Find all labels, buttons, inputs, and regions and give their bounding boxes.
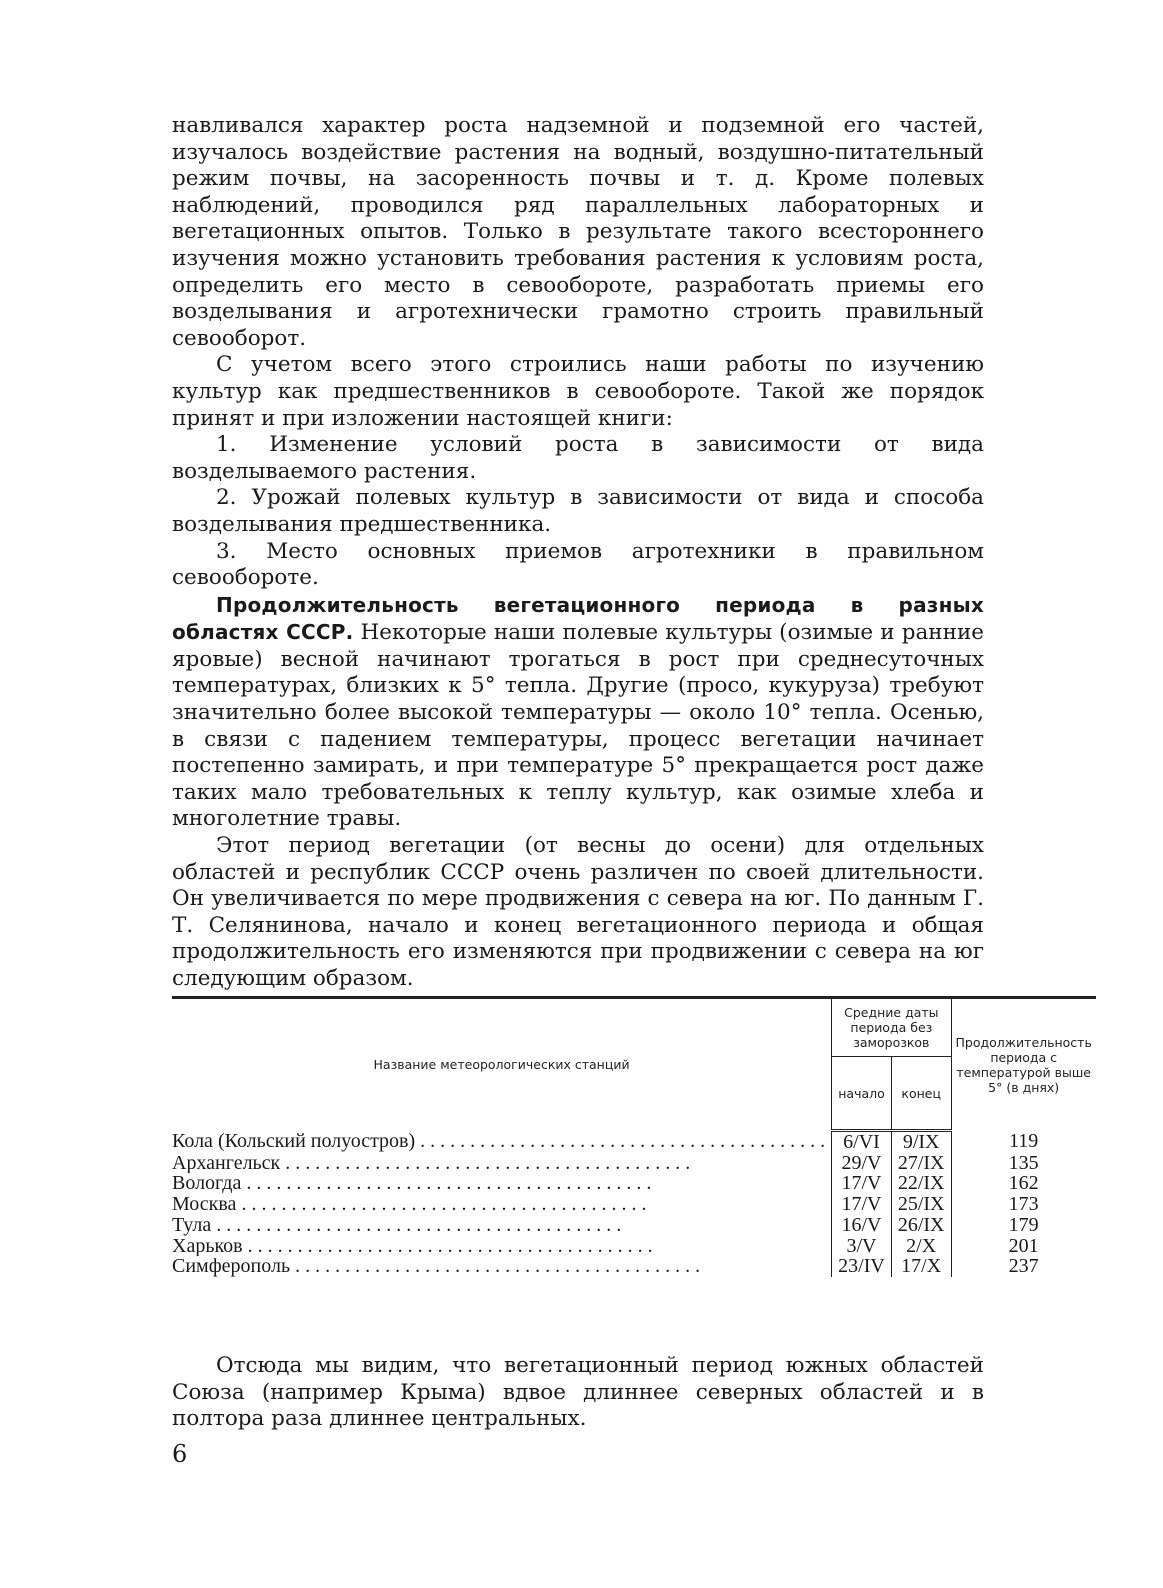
body-text-top: [172, 113, 984, 993]
station-name: Тула: [172, 1214, 212, 1236]
start-date: 6/VI: [832, 1131, 892, 1153]
header-duration: Продолжительность периода с температурой выше 5° (в днях): [951, 998, 1096, 1131]
duration-days: 201: [951, 1236, 1096, 1257]
list-item-3: 3. Место основных приемов агротехники в правильном севообороте.: [172, 538, 984, 591]
end-date: 25/IX: [891, 1194, 951, 1215]
station-name: Кола (Кольский полуостров): [172, 1130, 416, 1153]
station-name: Симферополь: [172, 1256, 291, 1277]
duration-days: 179: [951, 1215, 1096, 1236]
leader-dots: [243, 1236, 653, 1257]
station-name: Архангельск: [172, 1152, 281, 1174]
paragraph-before-table: Этот период вегетации (от весны до осени) для отдельных областей и республик СССР очень различен по своей длительности. Он увеличивается по мере продвижения с севера на юг. По данным Г. Т. Селянинова, начало и конец вегетационного периода и общая продолжительность его изменяются при продвижении с севера на юг следующим образом.: [172, 833, 984, 991]
leader-dots: [415, 1131, 825, 1153]
table-row: [172, 1215, 1096, 1236]
leader-dots: [241, 1173, 651, 1194]
table-row: [172, 1153, 1096, 1174]
end-date: 2/X: [891, 1236, 951, 1257]
station-name: Харьков: [172, 1235, 243, 1257]
paragraph-approach: С учетом всего этого строились наши работы по изучению культур как предшественников в севообороте. Такой же порядок принят и при изложении настоящей книги:: [172, 352, 984, 431]
table-row: [172, 1173, 1096, 1194]
end-date: 26/IX: [891, 1215, 951, 1236]
table-row: [172, 1194, 1096, 1215]
list-item-1: 1. Изменение условий роста в зависимости от вида возделываемого растения.: [172, 432, 984, 484]
duration-days: 237: [951, 1256, 1096, 1277]
start-date: 23/IV: [832, 1256, 892, 1277]
section-paragraph: [172, 592, 984, 833]
table-row: [172, 1131, 1096, 1153]
section-heading: Продолжительность вегетационного периода в разных областях СССР.: [172, 592, 984, 645]
end-date: 17/X: [891, 1256, 951, 1277]
leader-dots: [290, 1256, 700, 1277]
paragraph-conclusion: Отсюда мы видим, что вегетационный период южных областей Союза (например Крыма) вдвое длиннее северных областей и в полтора раза длиннее центральных.: [172, 1353, 984, 1432]
duration-days: 162: [951, 1173, 1096, 1194]
leader-dots: [236, 1194, 646, 1215]
start-date: 29/V: [832, 1153, 892, 1174]
leader-dots: [211, 1215, 621, 1236]
duration-days: 135: [951, 1153, 1096, 1174]
end-date: 9/IX: [891, 1131, 951, 1153]
header-dates-group: Средние даты периода без заморозков: [832, 998, 951, 1057]
header-start: начало: [832, 1057, 892, 1131]
body-text-bottom: [172, 1353, 984, 1433]
leader-dots: [280, 1153, 690, 1174]
header-station: Название метеорологических станций: [172, 998, 832, 1131]
list-item-2: 2. Урожай полевых культур в зависимости от вида и способа возделывания предшественника.: [172, 485, 984, 537]
station-name: Вологда: [172, 1173, 242, 1195]
start-date: 17/V: [832, 1194, 892, 1215]
station-name: Москва: [172, 1194, 237, 1215]
vegetation-period-table: [172, 996, 1096, 1277]
table-row: [172, 1236, 1096, 1257]
start-date: 17/V: [832, 1173, 892, 1194]
start-date: 3/V: [832, 1236, 892, 1257]
duration-days: 173: [951, 1194, 1096, 1215]
page-number: 6: [172, 1440, 188, 1468]
end-date: 22/IX: [891, 1173, 951, 1194]
end-date: 27/IX: [891, 1153, 951, 1174]
section-text: Некоторые наши полевые культуры (озимые и ранние яровые) весной начинают трогаться в рост при среднесуточных температурах, близких к 5° тепла. Другие (просо, кукуруза) требуют значительно более высокой температуры — около 10° тепла. Осенью, в связи с падением температуры, процесс вегетации начинает постепенно замирать, и при температуре 5° прекращается рост даже таких мало требовательных к теплу культур, как озимые хлеба и многолетние травы.: [172, 620, 984, 832]
header-end: конец: [891, 1057, 951, 1131]
start-date: 16/V: [832, 1215, 892, 1236]
paragraph-continuation: навливался характер роста надземной и подземной его частей, изучалось воздействие растения на водный, воздушно-питательный режим почвы, на засоренность почвы и т. д. Кроме полевых наблюдений, проводился ряд параллельных лабораторных и вегетационных опытов. Только в результате такого всестороннего изучения можно установить требования растения к условиям роста, определить его место в севообороте, разработать приемы его возделывания и агротехнически грамотно строить правильный севооборот.: [172, 113, 984, 351]
duration-days: 119: [951, 1131, 1096, 1153]
table-row: [172, 1256, 1096, 1277]
